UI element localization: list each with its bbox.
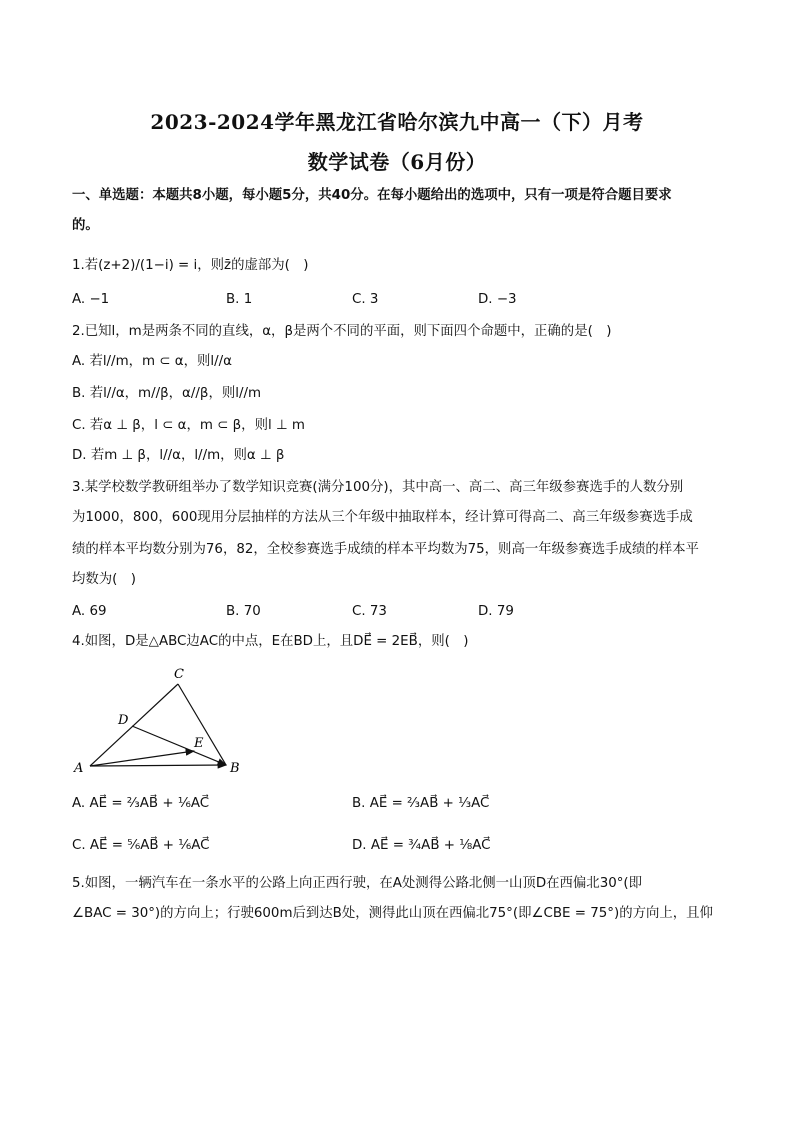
question-5-stem-line2: ∠BAC = 30°)的方向上；行驶600m后到达B处，测得此山顶在西偏北75°(即∠CBE = 75°)的方向上，且仰 (72, 906, 713, 921)
question-5-stem-line1: 5.如图，一辆汽车在一条水平的公路上向正西行驶，在A处测得公路北侧一山顶D在西偏北30°(即 (72, 876, 643, 891)
segment-ac (90, 684, 178, 766)
question-1-option-c: C. 3 (352, 292, 379, 307)
vector-ae (90, 751, 194, 766)
question-3-stem-line3: 绩的样本平均数分别为76，82，全校参赛选手成绩的样本平均数为75，则高一年级参赛选手成绩的样本平 (72, 542, 699, 557)
point-c-label: C (174, 667, 184, 682)
point-a-label: A (74, 761, 84, 776)
question-4-stem: 4.如图，D是△ABC边AC的中点，E在BD上，且DE⃗ = 2EB⃗，则( ) (72, 634, 469, 649)
question-4-option-d: D. AE⃗ = ¾AB⃗ + ⅛AC⃗ (352, 838, 491, 853)
question-2-option-b: B. 若l//α，m//β，α//β，则l//m (72, 386, 262, 401)
question-1-option-a: A. −1 (72, 292, 110, 307)
point-e-label: E (194, 736, 204, 751)
question-3-option-b: B. 70 (226, 604, 261, 619)
exam-title-line1: 2023-2024学年黑龙江省哈尔滨九中高一（下）月考 (150, 110, 644, 134)
point-d-label: D (118, 713, 129, 728)
question-3-stem-line2: 为1000，800，600现用分层抽样的方法从三个年级中抽取样本，经计算可得高二、高三年级参赛选手成 (72, 510, 693, 525)
exam-title-line2: 数学试卷（6月份） (307, 150, 487, 174)
question-4-option-c: C. AE⃗ = ⅚AB⃗ + ⅙AC⃗ (72, 838, 210, 853)
question-4-option-a: A. AE⃗ = ⅔AB⃗ + ⅙AC⃗ (72, 796, 210, 811)
question-3-option-c: C. 73 (352, 604, 387, 619)
section-heading: 一、单选题：本题共8小题，每小题5分，共40分。在每小题给出的选项中，只有一项是符合题目要求 (72, 188, 672, 203)
question-2-option-a: A. 若l//m，m ⊂ α，则l//α (72, 354, 232, 369)
vector-db (132, 726, 226, 765)
question-2-option-c: C. 若α ⊥ β，l ⊂ α，m ⊂ β，则l ⊥ m (72, 418, 305, 433)
question-3-stem-line1: 3.某学校数学教研组举办了数学知识竞赛(满分100分)，其中高一、高二、高三年级参赛选手的人数分别 (72, 480, 684, 495)
question-1-option-b: B. 1 (226, 292, 253, 307)
section-heading-cont: 的。 (72, 218, 99, 233)
question-3-option-d: D. 79 (478, 604, 514, 619)
triangle-figure (70, 662, 260, 782)
point-b-label: B (230, 761, 240, 776)
question-1-stem: 1.若(z+2)/(1−i) = i，则z̄的虚部为( ) (72, 258, 309, 273)
question-2-option-d: D. 若m ⊥ β，l//α，l//m，则α ⊥ β (72, 448, 285, 463)
question-4-option-b: B. AE⃗ = ⅔AB⃗ + ⅓AC⃗ (352, 796, 490, 811)
question-1-option-d: D. −3 (478, 292, 517, 307)
question-3-option-a: A. 69 (72, 604, 107, 619)
question-2-stem: 2.已知l，m是两条不同的直线，α，β是两个不同的平面，则下面四个命题中，正确的是( ) (72, 324, 612, 339)
question-3-stem-line4: 均数为( ) (72, 572, 137, 587)
vector-ab (90, 765, 226, 766)
